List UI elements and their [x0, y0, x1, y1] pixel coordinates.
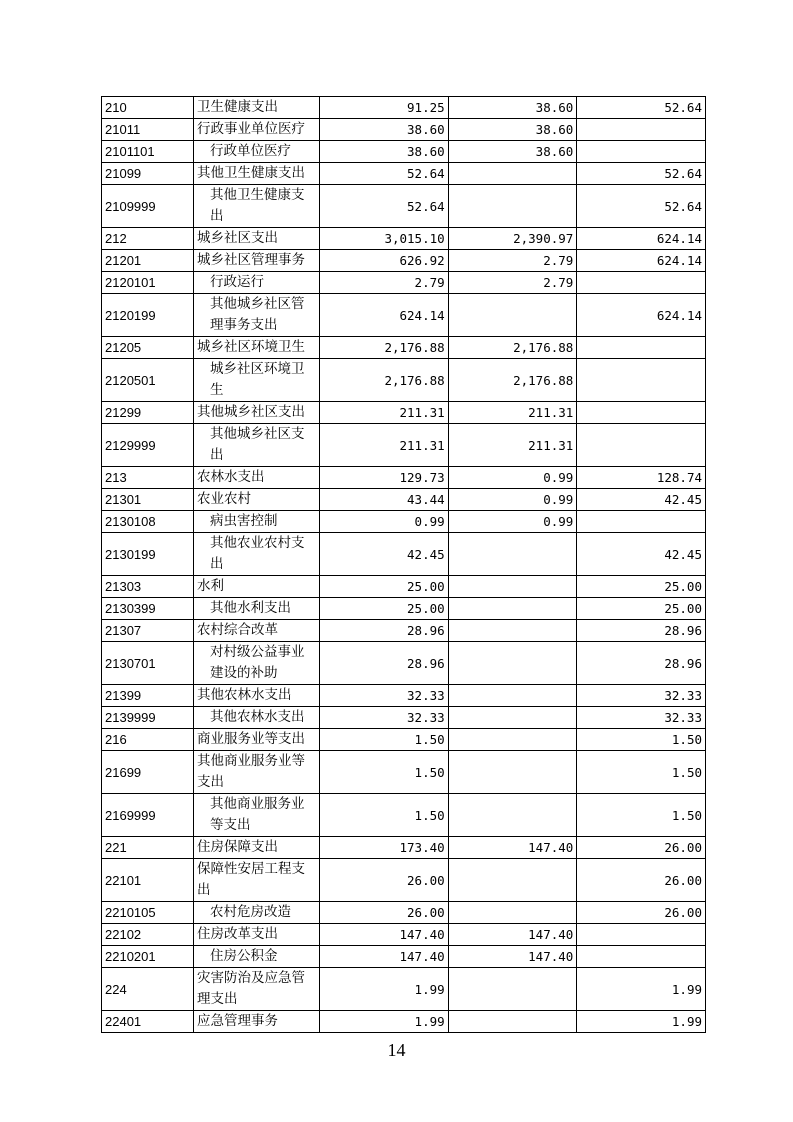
row-name-cell: 住房公积金: [194, 946, 320, 968]
row-basic-cell: [448, 185, 577, 228]
row-basic-cell: 2,176.88: [448, 359, 577, 402]
row-basic-cell: [448, 642, 577, 685]
row-total-cell: 2.79: [320, 272, 449, 294]
row-total-cell: 28.96: [320, 642, 449, 685]
table-row: [102, 294, 706, 337]
row-project-cell: 624.14: [577, 250, 706, 272]
row-code-cell: 21307: [102, 620, 194, 642]
table-row: [102, 751, 706, 794]
row-name-cell: 对村级公益事业建设的补助: [194, 642, 320, 685]
row-basic-cell: 2,390.97: [448, 228, 577, 250]
row-basic-cell: 147.40: [448, 837, 577, 859]
row-total-cell: 28.96: [320, 620, 449, 642]
table-row: [102, 968, 706, 1011]
row-basic-cell: [448, 576, 577, 598]
table-row: [102, 467, 706, 489]
row-name-cell: 农村综合改革: [194, 620, 320, 642]
row-project-cell: 25.00: [577, 576, 706, 598]
row-project-cell: [577, 924, 706, 946]
row-name-cell: 其他卫生健康支出: [194, 163, 320, 185]
row-name-cell: 其他商业服务业等支出: [194, 794, 320, 837]
row-code-cell: 22101: [102, 859, 194, 902]
row-code-cell: 2130108: [102, 511, 194, 533]
row-code-cell: 2169999: [102, 794, 194, 837]
row-code-cell: 2130399: [102, 598, 194, 620]
row-project-cell: 26.00: [577, 837, 706, 859]
row-code-cell: 21011: [102, 119, 194, 141]
row-code-cell: 21301: [102, 489, 194, 511]
row-project-cell: [577, 359, 706, 402]
row-name-cell: 城乡社区环境卫生: [194, 337, 320, 359]
row-name-cell: 商业服务业等支出: [194, 729, 320, 751]
row-name-cell: 其他城乡社区支出: [194, 402, 320, 424]
row-project-cell: 28.96: [577, 642, 706, 685]
row-name-cell: 城乡社区支出: [194, 228, 320, 250]
row-basic-cell: [448, 620, 577, 642]
row-basic-cell: 2.79: [448, 250, 577, 272]
row-project-cell: 624.14: [577, 228, 706, 250]
row-total-cell: 1.50: [320, 751, 449, 794]
row-code-cell: 21699: [102, 751, 194, 794]
table-row: [102, 272, 706, 294]
row-total-cell: 147.40: [320, 924, 449, 946]
row-name-cell: 其他城乡社区管理事务支出: [194, 294, 320, 337]
row-basic-cell: 38.60: [448, 141, 577, 163]
row-basic-cell: 211.31: [448, 424, 577, 467]
row-total-cell: 52.64: [320, 163, 449, 185]
row-name-cell: 行政单位医疗: [194, 141, 320, 163]
row-code-cell: 213: [102, 467, 194, 489]
table-row: [102, 489, 706, 511]
row-project-cell: 1.99: [577, 968, 706, 1011]
row-total-cell: 1.50: [320, 729, 449, 751]
row-code-cell: 21201: [102, 250, 194, 272]
table-row: [102, 837, 706, 859]
row-total-cell: 211.31: [320, 424, 449, 467]
row-total-cell: 3,015.10: [320, 228, 449, 250]
row-project-cell: 42.45: [577, 533, 706, 576]
row-code-cell: 2120199: [102, 294, 194, 337]
table-row: [102, 141, 706, 163]
row-basic-cell: 0.99: [448, 467, 577, 489]
row-name-cell: 灾害防治及应急管理支出: [194, 968, 320, 1011]
row-project-cell: 1.50: [577, 751, 706, 794]
row-name-cell: 城乡社区管理事务: [194, 250, 320, 272]
row-basic-cell: [448, 968, 577, 1011]
row-project-cell: 624.14: [577, 294, 706, 337]
row-total-cell: 1.99: [320, 1011, 449, 1033]
table-row: [102, 902, 706, 924]
row-name-cell: 农村危房改造: [194, 902, 320, 924]
table-row: [102, 250, 706, 272]
row-name-cell: 其他农林水支出: [194, 685, 320, 707]
row-code-cell: 2130701: [102, 642, 194, 685]
row-project-cell: 52.64: [577, 163, 706, 185]
table-row: [102, 424, 706, 467]
row-code-cell: 2101101: [102, 141, 194, 163]
row-name-cell: 农业农村: [194, 489, 320, 511]
row-total-cell: 2,176.88: [320, 359, 449, 402]
table-row: [102, 511, 706, 533]
row-code-cell: 212: [102, 228, 194, 250]
row-total-cell: 25.00: [320, 598, 449, 620]
row-basic-cell: [448, 707, 577, 729]
table-row: [102, 185, 706, 228]
table-row: [102, 924, 706, 946]
row-code-cell: 224: [102, 968, 194, 1011]
row-name-cell: 其他商业服务业等支出: [194, 751, 320, 794]
table-row: [102, 620, 706, 642]
row-basic-cell: 147.40: [448, 946, 577, 968]
row-name-cell: 行政事业单位医疗: [194, 119, 320, 141]
row-code-cell: 2120501: [102, 359, 194, 402]
table-row: [102, 794, 706, 837]
row-project-cell: 1.50: [577, 794, 706, 837]
row-total-cell: 52.64: [320, 185, 449, 228]
row-total-cell: 147.40: [320, 946, 449, 968]
row-basic-cell: 2.79: [448, 272, 577, 294]
table-row: [102, 337, 706, 359]
row-project-cell: 32.33: [577, 685, 706, 707]
table-row: [102, 533, 706, 576]
table-row: [102, 946, 706, 968]
row-name-cell: 其他水利支出: [194, 598, 320, 620]
row-basic-cell: 38.60: [448, 119, 577, 141]
row-project-cell: [577, 402, 706, 424]
row-total-cell: 0.99: [320, 511, 449, 533]
row-total-cell: 32.33: [320, 685, 449, 707]
table-row: [102, 97, 706, 119]
row-project-cell: 128.74: [577, 467, 706, 489]
row-basic-cell: 211.31: [448, 402, 577, 424]
row-code-cell: 21303: [102, 576, 194, 598]
row-project-cell: 1.99: [577, 1011, 706, 1033]
row-project-cell: 26.00: [577, 859, 706, 902]
row-code-cell: 221: [102, 837, 194, 859]
row-basic-cell: 0.99: [448, 489, 577, 511]
table-row: [102, 163, 706, 185]
row-name-cell: 应急管理事务: [194, 1011, 320, 1033]
table-row: [102, 1011, 706, 1033]
row-name-cell: 病虫害控制: [194, 511, 320, 533]
table-row: [102, 598, 706, 620]
row-name-cell: 农林水支出: [194, 467, 320, 489]
table-row: [102, 685, 706, 707]
budget-table: [101, 96, 706, 1033]
row-code-cell: 22401: [102, 1011, 194, 1033]
row-basic-cell: 0.99: [448, 511, 577, 533]
row-project-cell: 52.64: [577, 97, 706, 119]
row-basic-cell: [448, 859, 577, 902]
budget-table-body: [102, 97, 706, 1033]
row-total-cell: 25.00: [320, 576, 449, 598]
table-row: [102, 729, 706, 751]
table-row: [102, 119, 706, 141]
table-row: [102, 402, 706, 424]
row-project-cell: [577, 424, 706, 467]
table-row: [102, 859, 706, 902]
row-project-cell: 1.50: [577, 729, 706, 751]
row-project-cell: 32.33: [577, 707, 706, 729]
row-basic-cell: [448, 685, 577, 707]
row-code-cell: 2210105: [102, 902, 194, 924]
row-total-cell: 32.33: [320, 707, 449, 729]
row-code-cell: 2129999: [102, 424, 194, 467]
row-total-cell: 129.73: [320, 467, 449, 489]
row-total-cell: 38.60: [320, 141, 449, 163]
row-code-cell: 2130199: [102, 533, 194, 576]
row-name-cell: 住房保障支出: [194, 837, 320, 859]
row-code-cell: 2120101: [102, 272, 194, 294]
row-code-cell: 21099: [102, 163, 194, 185]
row-name-cell: 其他卫生健康支出: [194, 185, 320, 228]
row-total-cell: 1.99: [320, 968, 449, 1011]
row-project-cell: 25.00: [577, 598, 706, 620]
row-basic-cell: [448, 163, 577, 185]
row-project-cell: [577, 946, 706, 968]
row-code-cell: 21205: [102, 337, 194, 359]
row-total-cell: 624.14: [320, 294, 449, 337]
row-name-cell: 其他农林水支出: [194, 707, 320, 729]
row-code-cell: 2210201: [102, 946, 194, 968]
row-project-cell: 42.45: [577, 489, 706, 511]
row-total-cell: 91.25: [320, 97, 449, 119]
row-code-cell: 2109999: [102, 185, 194, 228]
row-project-cell: [577, 272, 706, 294]
row-name-cell: 其他城乡社区支出: [194, 424, 320, 467]
row-basic-cell: [448, 294, 577, 337]
row-total-cell: 26.00: [320, 859, 449, 902]
row-project-cell: [577, 511, 706, 533]
table-row: [102, 707, 706, 729]
row-basic-cell: [448, 533, 577, 576]
row-name-cell: 水利: [194, 576, 320, 598]
row-name-cell: 城乡社区环境卫生: [194, 359, 320, 402]
row-basic-cell: [448, 1011, 577, 1033]
row-basic-cell: [448, 598, 577, 620]
row-name-cell: 保障性安居工程支出: [194, 859, 320, 902]
row-basic-cell: [448, 902, 577, 924]
row-project-cell: 52.64: [577, 185, 706, 228]
row-code-cell: 21299: [102, 402, 194, 424]
row-code-cell: 2139999: [102, 707, 194, 729]
row-project-cell: 28.96: [577, 620, 706, 642]
table-row: [102, 576, 706, 598]
row-name-cell: 住房改革支出: [194, 924, 320, 946]
row-total-cell: 626.92: [320, 250, 449, 272]
row-basic-cell: 147.40: [448, 924, 577, 946]
row-basic-cell: [448, 794, 577, 837]
row-total-cell: 38.60: [320, 119, 449, 141]
row-total-cell: 42.45: [320, 533, 449, 576]
row-code-cell: 21399: [102, 685, 194, 707]
row-basic-cell: 38.60: [448, 97, 577, 119]
row-code-cell: 22102: [102, 924, 194, 946]
table-row: [102, 228, 706, 250]
row-basic-cell: [448, 729, 577, 751]
table-row: [102, 642, 706, 685]
row-total-cell: 43.44: [320, 489, 449, 511]
row-project-cell: [577, 119, 706, 141]
row-total-cell: 26.00: [320, 902, 449, 924]
page-number: 14: [387, 1040, 406, 1060]
row-name-cell: 其他农业农村支出: [194, 533, 320, 576]
row-total-cell: 1.50: [320, 794, 449, 837]
row-total-cell: 2,176.88: [320, 337, 449, 359]
table-row: [102, 359, 706, 402]
row-code-cell: 216: [102, 729, 194, 751]
row-basic-cell: 2,176.88: [448, 337, 577, 359]
row-basic-cell: [448, 751, 577, 794]
row-total-cell: 211.31: [320, 402, 449, 424]
row-name-cell: 行政运行: [194, 272, 320, 294]
row-code-cell: 210: [102, 97, 194, 119]
row-project-cell: [577, 141, 706, 163]
row-project-cell: [577, 337, 706, 359]
row-project-cell: 26.00: [577, 902, 706, 924]
row-total-cell: 173.40: [320, 837, 449, 859]
row-name-cell: 卫生健康支出: [194, 97, 320, 119]
